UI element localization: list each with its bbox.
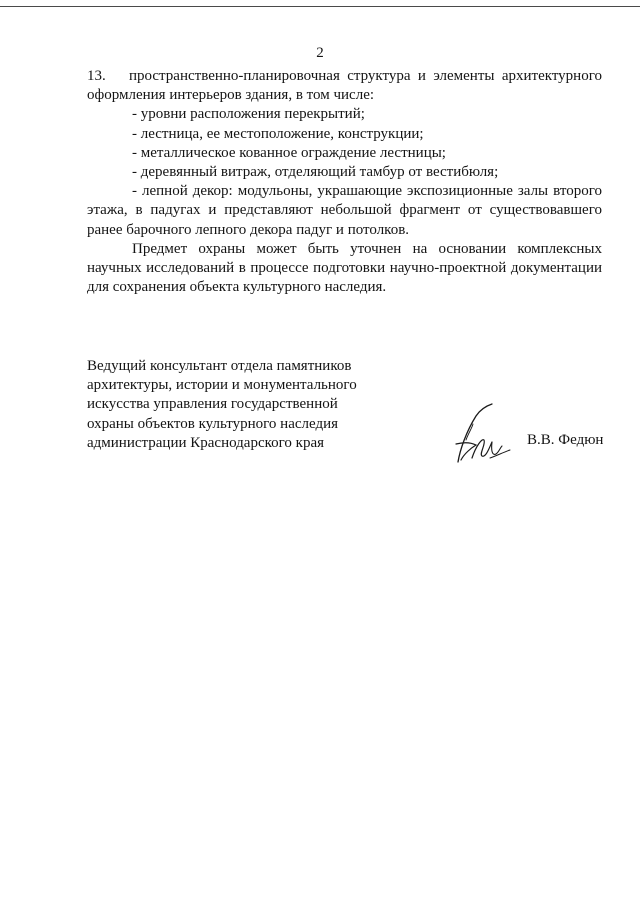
section-number: 13. bbox=[87, 68, 106, 84]
position-line: архитектуры, истории и монументального bbox=[87, 377, 357, 394]
section-intro-text: пространственно-планировочная структура и элементы архитектурного оформления интерьеров здания, в том числе: bbox=[87, 68, 602, 104]
list-item-decor: - лепной декор: модульоны, украшающие экспозиционные залы второго этажа, в падугах и представляют небольшой фрагмент от существовавшего ранее барочного лепного декора падуг и потолков. bbox=[87, 183, 602, 238]
note-paragraph: Предмет охраны может быть уточнен на основании комплексных научных исследований в процессе подготовки научно-проектной документации для сохранения объекта культурного наследия. bbox=[87, 241, 602, 296]
position-line: охраны объектов культурного наследия bbox=[87, 415, 339, 432]
signatory-position bbox=[87, 357, 377, 453]
section-intro bbox=[87, 67, 602, 105]
list-item: - деревянный витраж, отделяющий тамбур от вестибюля; bbox=[132, 164, 499, 181]
protection-note bbox=[87, 240, 602, 298]
position-line: искусства управления государственной bbox=[87, 396, 338, 413]
page-number: 2 bbox=[316, 45, 324, 61]
position-line: администрации Краснодарского края bbox=[87, 434, 325, 451]
section-13 bbox=[87, 67, 602, 240]
position-line: Ведущий консультант отдела памятников bbox=[87, 358, 352, 374]
top-border-line bbox=[0, 6, 640, 7]
list-item: - лестница, ее местоположение, конструкции; bbox=[132, 125, 424, 142]
signer-name: В.В. Федюн bbox=[527, 432, 604, 448]
list-item: - уровни расположения перекрытий; bbox=[132, 106, 365, 123]
list-item: - металлическое кованное ограждение лестницы; bbox=[132, 144, 446, 161]
handwritten-signature bbox=[446, 398, 518, 468]
